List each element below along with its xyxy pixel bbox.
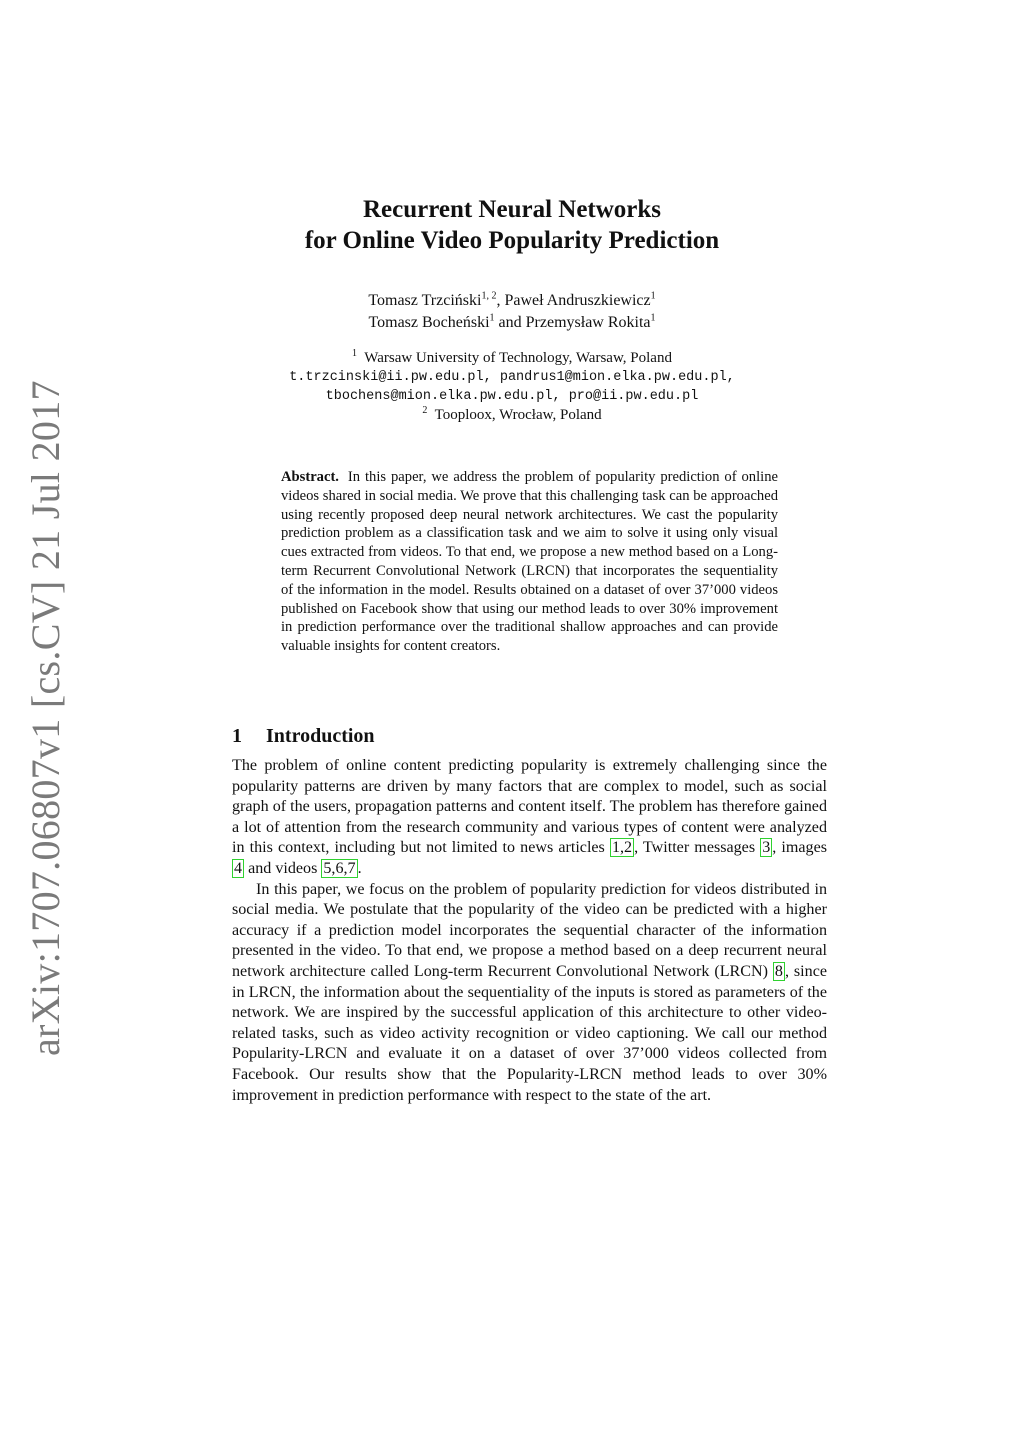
- abstract-text: In this paper, we address the problem of popularity prediction of online videos shared in social media. We prove that this challenging task can be approached using recently proposed deep neural network architectures. We cast the popularity prediction problem as a classification task and we aim to solve it using only visual cues extracted from videos. To that end, we propose a new method based on a Long-term Recurrent Convolutional Network (LRCN) that incorporates the sequentiality of the information in the model. Results obtained on a dataset of over 37’000 videos published on Facebook show that using our method leads to over 30% improvement in prediction performance over the traditional shallow approaches and can provide valuable insights for content creators.: [281, 469, 778, 655]
- section-title: Introduction: [266, 725, 375, 747]
- paragraph-text: .: [357, 859, 362, 877]
- citation-link[interactable]: 3: [762, 839, 771, 857]
- paragraph-text: , images: [772, 839, 827, 857]
- paragraph-text: In this paper, we focus on the problem of popularity prediction for videos distributed in social media. We postulate that the popularity of the video can be predicted with a higher accuracy if a prediction model incorporates the sequential character of the information presented in the video. To that end, we propose a method based on a deep recurrent neural network architecture called Long-term Recurrent Convolutional Network (LRCN): [232, 880, 827, 980]
- author-name: Paweł Andruszkiewicz: [504, 292, 651, 309]
- affiliation-number: 2: [422, 405, 428, 416]
- citation-link[interactable]: 4: [234, 859, 243, 877]
- paragraph-1: [232, 756, 827, 880]
- citation-link[interactable]: 1,2: [611, 839, 633, 857]
- affiliations: [0, 349, 1024, 425]
- paragraph-text: and videos: [244, 859, 322, 877]
- section-number: 1: [232, 725, 242, 747]
- paragraph-text: , Twitter messages: [634, 839, 761, 857]
- author-list: [0, 290, 1024, 334]
- affiliation-2: [0, 406, 1024, 425]
- abstract: [281, 468, 778, 656]
- paper-title: [0, 194, 1024, 256]
- title-line-1: Recurrent Neural Networks: [362, 196, 662, 223]
- citation-link[interactable]: 5,6,7: [323, 859, 356, 877]
- author-affiliation-mark: 1, 2: [481, 290, 497, 302]
- author-name: Tomasz Bocheński: [368, 314, 490, 331]
- email-list-line-1: t.trzcinski@ii.pw.edu.pl, pandrus1@mion.elka.pw.edu.pl,: [289, 370, 735, 385]
- author-affiliation-mark: 1: [489, 312, 495, 324]
- author-affiliation-mark: 1: [650, 312, 656, 324]
- author-separator: and: [494, 314, 526, 331]
- author-line-2: [0, 312, 1024, 334]
- arxiv-identifier: arXiv:1707.06807v1 [cs.CV] 21 Jul 2017: [23, 380, 68, 1056]
- author-line-1: [0, 290, 1024, 312]
- author-name: Przemysław Rokita: [525, 314, 651, 331]
- affiliation-1: [0, 349, 1024, 368]
- abstract-label: Abstract.: [281, 469, 339, 485]
- email-list-line-2: tbochens@mion.elka.pw.edu.pl, pro@ii.pw.edu.pl: [325, 389, 699, 404]
- section-body: [232, 756, 827, 1106]
- author-name: Tomasz Trzciński: [368, 292, 482, 309]
- affiliation-text: Tooploox, Wrocław, Poland: [434, 407, 602, 423]
- affiliation-text: Warsaw University of Technology, Warsaw, Poland: [364, 350, 672, 366]
- paragraph-text: The problem of online content predicting popularity is extremely challenging since the popularity patterns are driven by many factors that are complex to model, such as social graph of the users, propagation patterns and content itself. The problem has therefore gained a lot of attention from the research community and various types of content were analyzed in this context, including but not limited to news articles: [232, 757, 827, 857]
- author-affiliation-mark: 1: [650, 290, 656, 302]
- paragraph-2: [232, 880, 827, 1107]
- affiliation-number: 1: [352, 348, 358, 359]
- author-separator: ,: [496, 292, 505, 309]
- section-heading: [232, 725, 832, 748]
- title-line-2: for Online Video Popularity Prediction: [304, 227, 720, 254]
- paragraph-text: , since in LRCN, the information about the sequentiality of the inputs is stored as parameters of the network. We are inspired by the successful application of this architecture to other video-related tasks, such as video activity recognition or video captioning. We call our method Popularity-LRCN and evaluate it on a dataset of over 37’000 videos collected from Facebook. Our results show that the Popularity-LRCN method leads to over 30% improvement in prediction performance with respect to the state of the art.: [232, 962, 827, 1104]
- citation-link[interactable]: 8: [774, 962, 783, 980]
